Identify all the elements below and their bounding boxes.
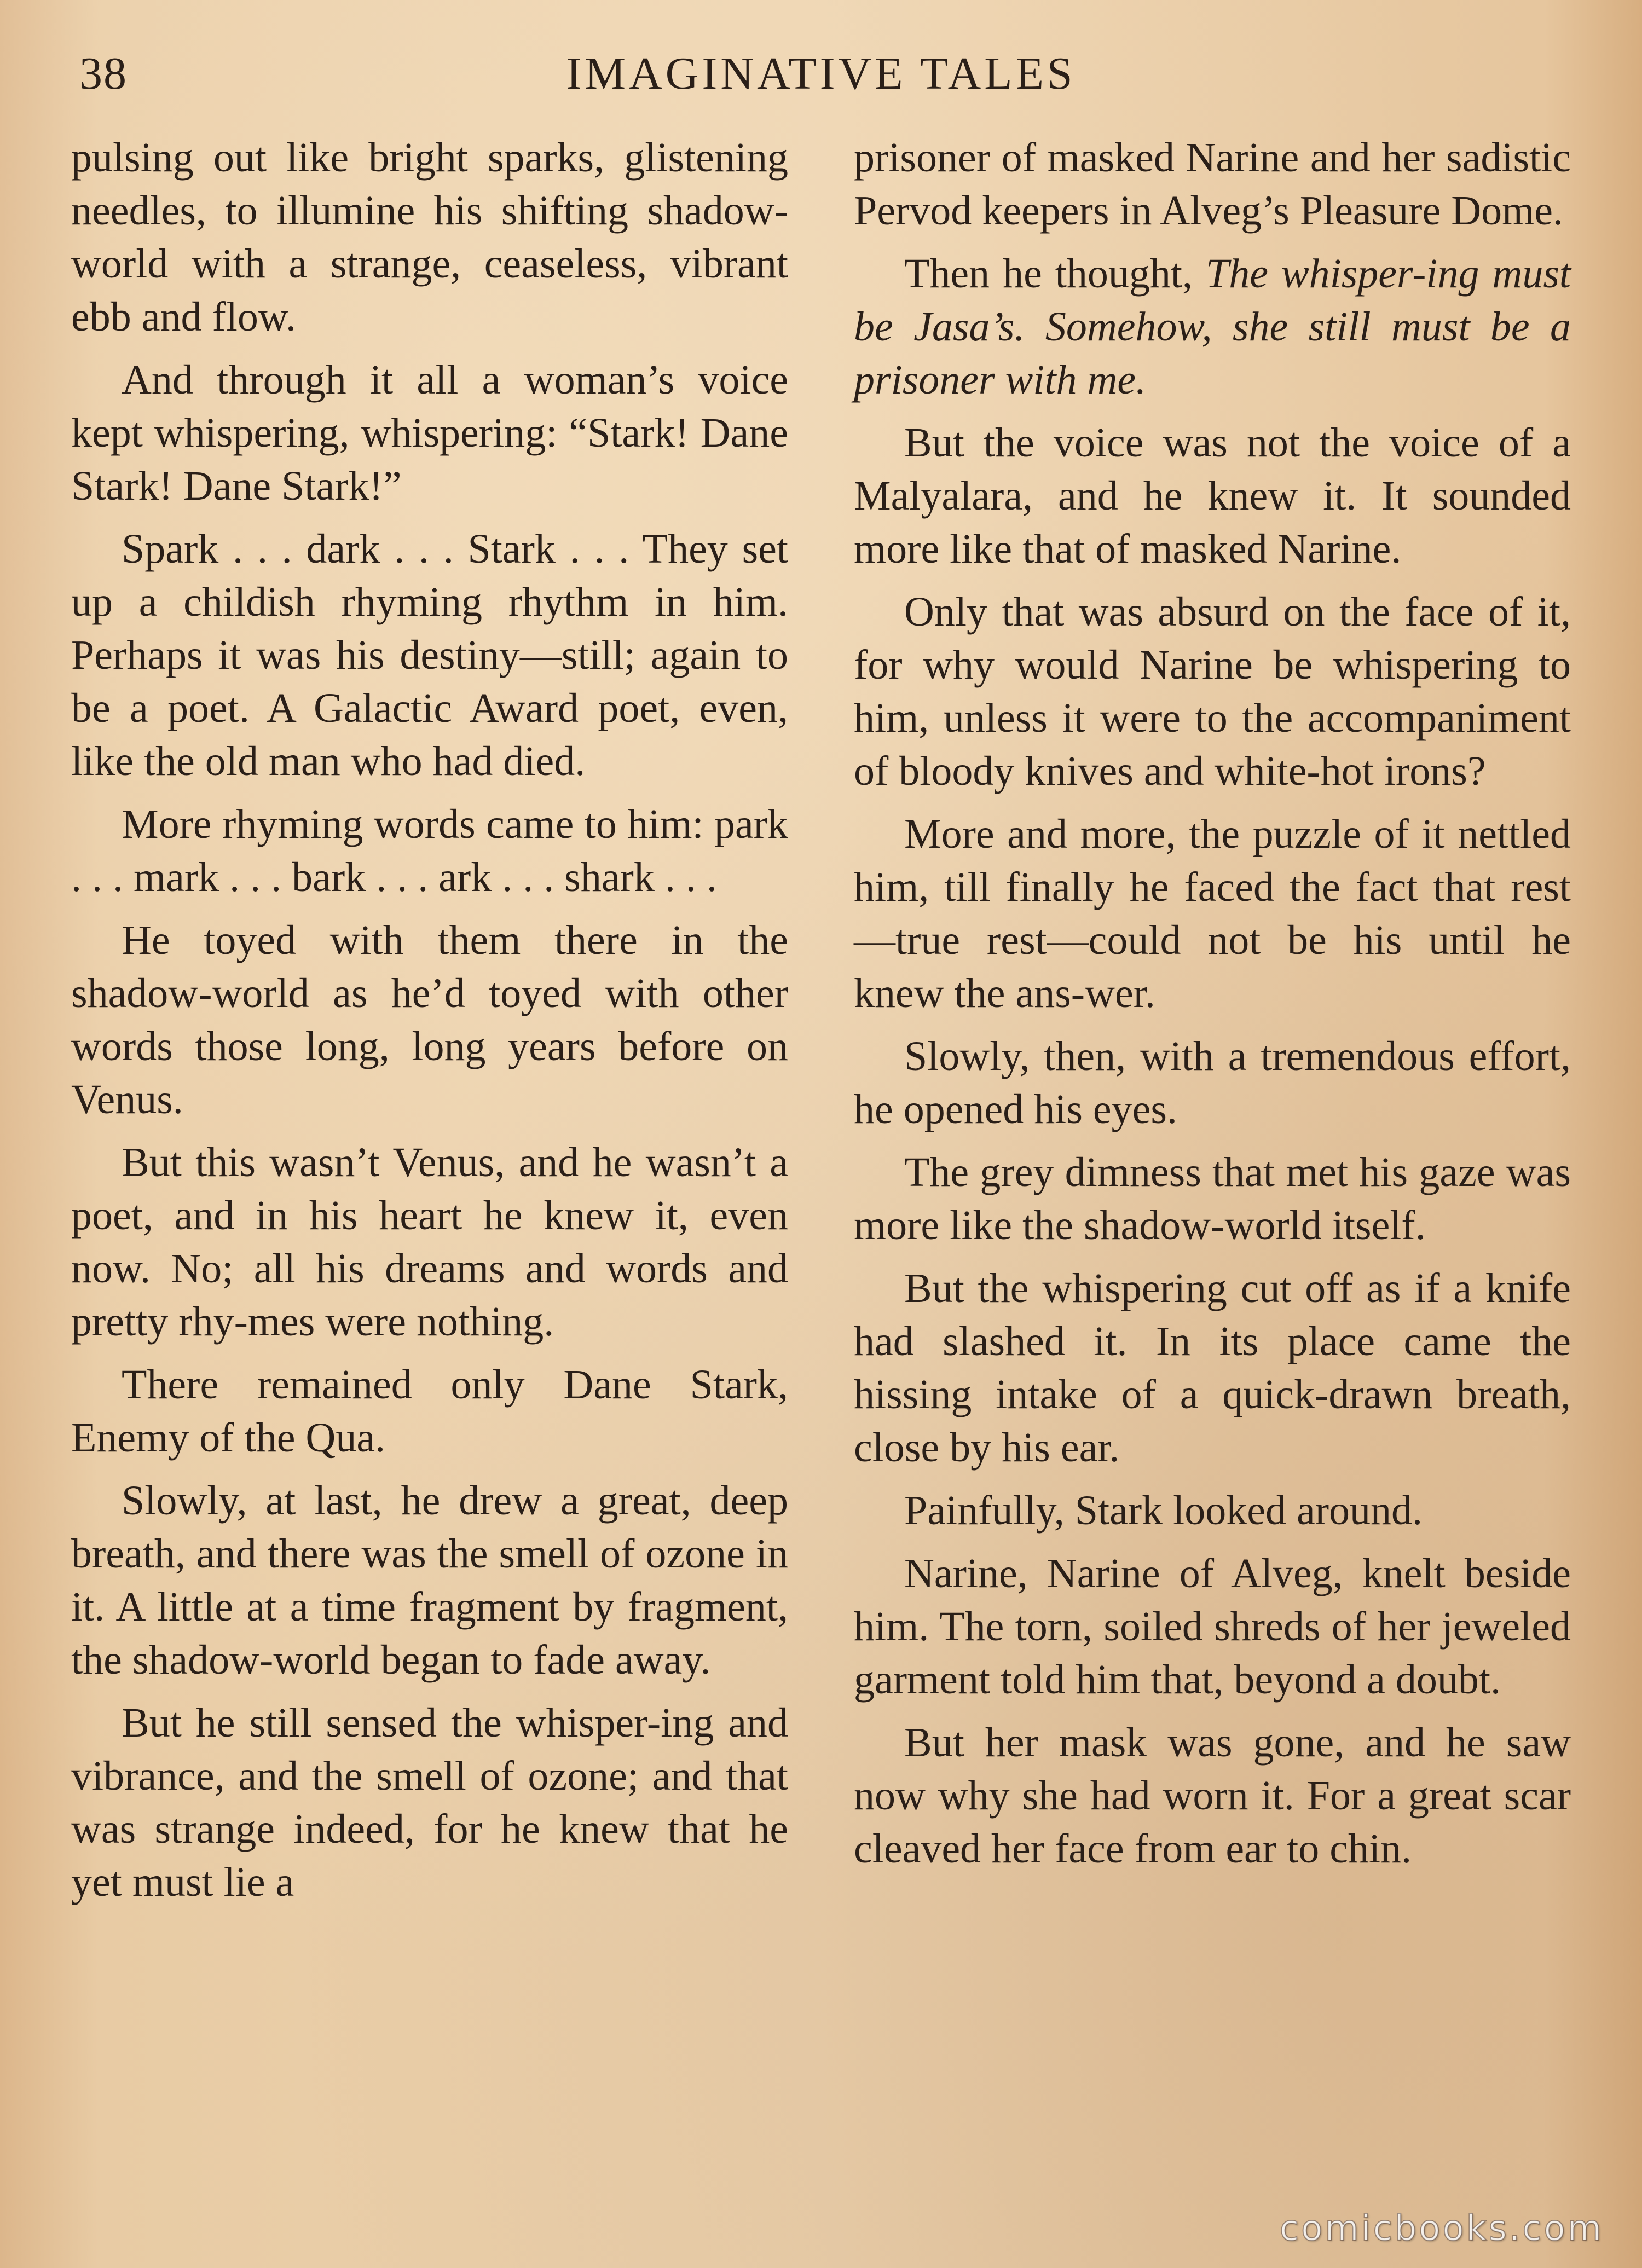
paragraph-lead: Then he thought, bbox=[904, 251, 1206, 297]
italic-thought: The whisper-ing must be Jasa’s. Somehow, she still must be a prisoner with me. bbox=[854, 251, 1571, 403]
paragraph: pulsing out like bright sparks, glistening needles, to illumine his shifting shadow-world with a strange, ceaseless, vibrant ebb and flow. bbox=[71, 135, 788, 340]
left-column bbox=[71, 131, 788, 1919]
paragraph: prisoner of masked Narine and her sadistic Pervod keepers in Alveg’s Pleasure Dome. bbox=[854, 135, 1571, 234]
paragraph: Painfully, Stark looked around. bbox=[904, 1488, 1423, 1534]
paragraph: But her mask was gone, and he saw now why she had worn it. For a great scar cleaved her face from ear to chin. bbox=[854, 1720, 1571, 1872]
paragraph: But the voice was not the voice of a Malyalara, and he knew it. It sounded more like that of masked Narine. bbox=[854, 420, 1571, 572]
paragraph: And through it all a woman’s voice kept whispering, whispering: “Stark! Dane Stark! Dane Stark!” bbox=[71, 357, 788, 509]
paragraph bbox=[854, 247, 1571, 407]
paragraph: Slowly, then, with a tremendous effort, he opened his eyes. bbox=[854, 1033, 1571, 1132]
paragraph: Spark . . . dark . . . Stark . . . They set up a childish rhyming rhythm in him. Perhaps it was his destiny—still; again to be a poet. A Galactic Award poet, even, like the old man who had died. bbox=[71, 526, 788, 784]
paragraph: He toyed with them there in the shadow-world as he’d toyed with other words those long, long years before on Venus. bbox=[71, 917, 788, 1123]
page-header bbox=[0, 44, 1642, 104]
paragraph: But he still sensed the whisper-ing and vibrance, and the smell of ozone; and that was strange indeed, for he knew that he yet must lie a bbox=[71, 1700, 788, 1905]
right-column bbox=[854, 131, 1571, 1885]
paragraph: More rhyming words came to him: park . . . mark . . . bark . . . ark . . . shark . . . bbox=[71, 801, 788, 900]
paragraph: Slowly, at last, he drew a great, deep breath, and there was the smell of ozone in it. A little at a time fragment by fragment, the shadow-world began to fade away. bbox=[71, 1478, 788, 1683]
running-title: IMAGINATIVE TALES bbox=[566, 48, 1076, 99]
watermark: comicbooks.com bbox=[1279, 2208, 1604, 2249]
paragraph: But this wasn’t Venus, and he wasn’t a poet, and in his heart he knew it, even now. No; all his dreams and words and pretty rhy-mes were nothing. bbox=[71, 1139, 788, 1345]
paragraph: Narine, Narine of Alveg, knelt beside him. The torn, soiled shreds of her jeweled garment told him that, beyond a doubt. bbox=[854, 1550, 1571, 1703]
paragraph: But the whispering cut off as if a knife had slashed it. In its place came the hissing intake of a quick-drawn breath, close by his ear. bbox=[854, 1265, 1571, 1471]
paragraph: The grey dimness that met his gaze was more like the shadow-world itself. bbox=[854, 1149, 1571, 1248]
paragraph: There remained only Dane Stark, Enemy of the Qua. bbox=[71, 1362, 788, 1461]
paragraph: More and more, the puzzle of it nettled him, till finally he faced the fact that rest—true rest—could not be his until he knew the ans-wer. bbox=[854, 811, 1571, 1016]
paragraph: Only that was absurd on the face of it, for why would Narine be whispering to him, unless it were to the accompaniment of bloody knives and white-hot irons? bbox=[854, 589, 1571, 794]
page-number: 38 bbox=[79, 48, 128, 99]
